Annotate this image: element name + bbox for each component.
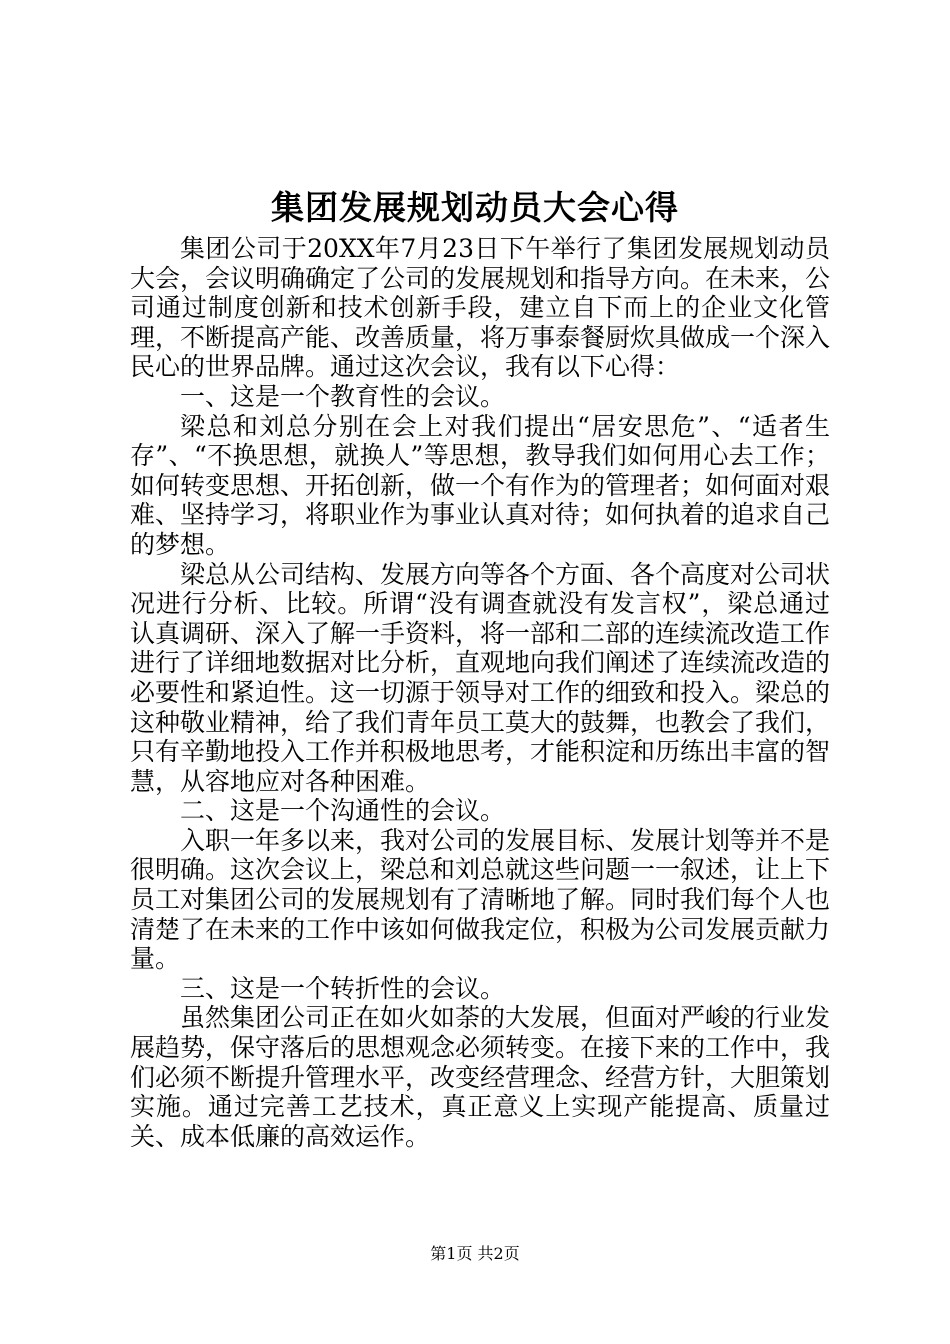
paragraph-1b: 梁总从公司结构、发展方向等各个方面、各个高度对公司状况进行分析、比较。所谓“没有调查就没有发言权”，梁总通过认真调研、深入了解一手资料，将一部和二部的连续流改造工作进行了详细地数据对比分析，直观地向我们阐述了连续流改造的必要性和紧迫性。这一切源于领导对工作的细致和投入。梁总的这种敬业精神，给了我们青年员工莫大的鼓舞，也教会了我们，只有辛勤地投入工作并积极地思考，才能积淀和历练出丰富的智慧，从容地应对各种困难。 (130, 559, 831, 796)
paragraph-2: 入职一年多以来，我对公司的发展目标、发展计划等并不是很明确。这次会议上，梁总和刘总就这些问题一一叙述，让上下员工对集团公司的发展规划有了清晰地了解。同时我们每个人也清楚了在未来的工作中该如何做我定位，积极为公司发展贡献力量。 (130, 825, 831, 974)
section-heading-1: 一、这是一个教育性的会议。 (180, 381, 506, 411)
page-footer: 第1页 共2页 (430, 1244, 520, 1263)
document-title: 集团发展规划动员大会心得 (271, 188, 679, 227)
paragraph-intro: 集团公司于20XX年7月23日下午举行了集团发展规划动员大会，会议明确确定了公司的发展规划和指导方向。在未来，公司通过制度创新和技术创新手段，建立自下而上的企业文化管理，不断提高产能、改善质量，将万事泰餐厨炊具做成一个深入民心的世界品牌。通过这次会议，我有以下心得： (130, 234, 831, 382)
document-body (130, 234, 830, 1151)
paragraph-3: 虽然集团公司正在如火如荼的大发展，但面对严峻的行业发展趋势，保守落后的思想观念必须转变。在接下来的工作中，我们必须不断提升管理水平，改变经营理念、经营方针，大胆策划实施。通过完善工艺技术，真正意义上实现产能提高、质量过关、成本低廉的高效运作。 (130, 1003, 831, 1151)
section-heading-2: 二、这是一个沟通性的会议。 (180, 796, 506, 826)
section-heading-3: 三、这是一个转折性的会议。 (180, 973, 506, 1003)
paragraph-1a: 梁总和刘总分别在会上对我们提出“居安思危”、“适者生存”、“不换思想，就换人”等思想，教导我们如何用心去工作；如何转变思想、开拓创新，做一个有作为的管理者；如何面对艰难、坚持学习，将职业作为事业认真对待；如何执着的追求自己的梦想。 (130, 411, 831, 559)
